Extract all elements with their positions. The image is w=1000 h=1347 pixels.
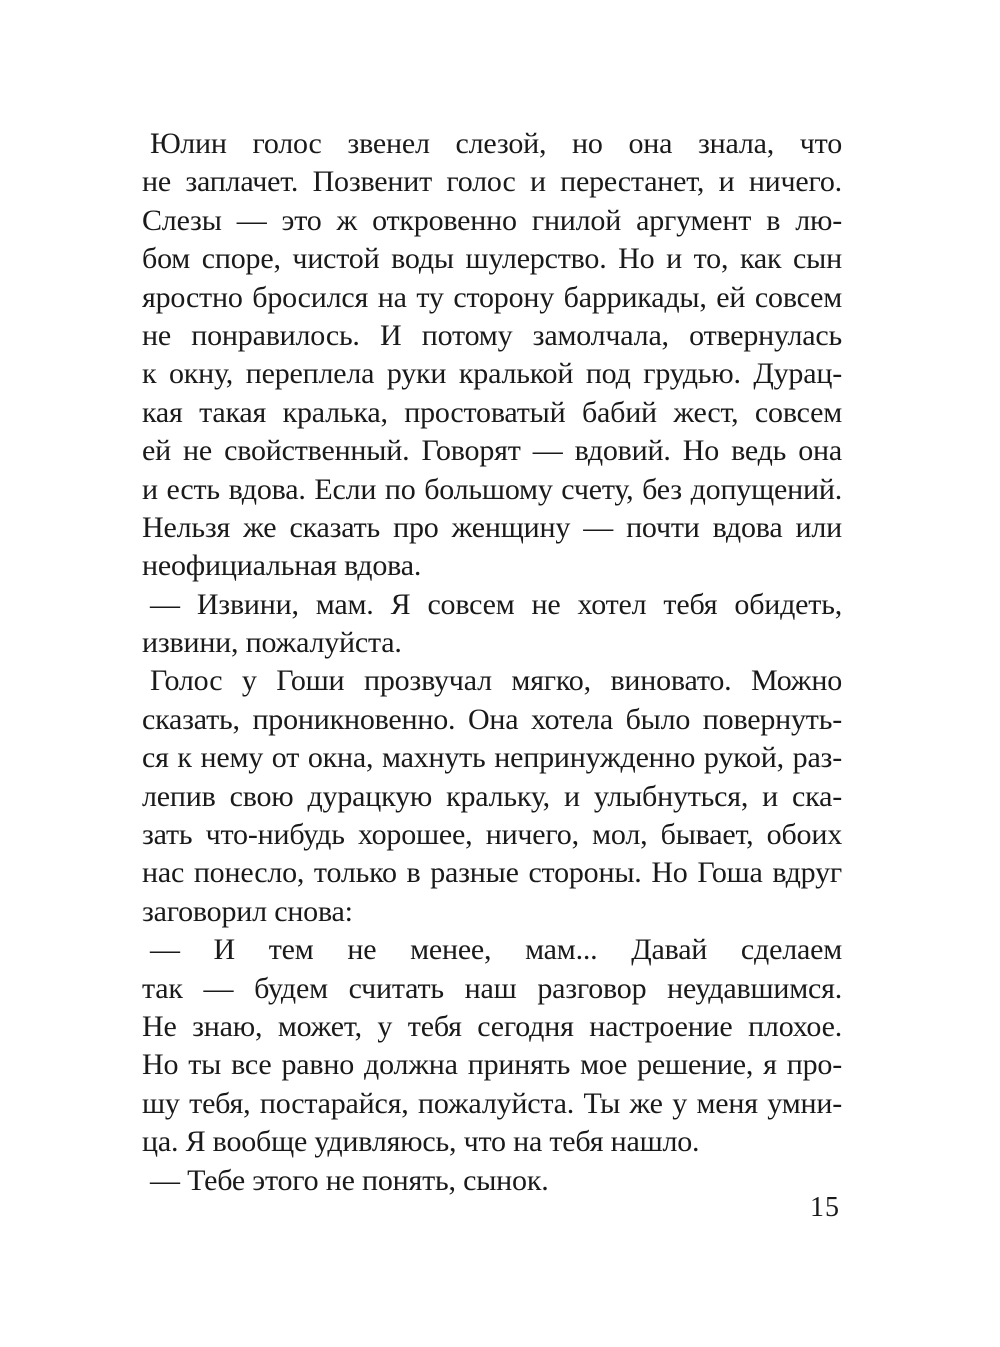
text-line: яростно бросился на ту сторону баррикады, ей совсем xyxy=(142,280,842,314)
body-text xyxy=(142,125,842,1200)
text-line: — Тебе этого не понять, сынок. xyxy=(150,1163,549,1197)
text-line: извини, пожалуйста. xyxy=(142,626,402,660)
text-line: к окну, переплела руки кралькой под грудью. Дурац- xyxy=(142,357,842,391)
text-line: Не знаю, может, у тебя сегодня настроение плохое. xyxy=(142,1009,842,1043)
text-line: Но ты все равно должна принять мое решение, я про- xyxy=(142,1048,842,1082)
text-line: кая такая кралька, простоватый бабий жест, совсем xyxy=(142,395,842,429)
text-line: бом споре, чистой воды шулерство. Но и то, как сын xyxy=(142,242,842,276)
text-line: не понравилось. И потому замолчала, отвернулась xyxy=(142,318,842,352)
text-line: ей не свойственный. Говорят — вдовий. Но ведь она xyxy=(142,434,842,468)
text-line: зать что-нибудь хорошее, ничего, мол, бывает, обоих xyxy=(142,818,842,852)
text-line: лепив свою дурацкую кральку, и улыбнуться, и ска- xyxy=(142,779,842,813)
text-line: неофициальная вдова. xyxy=(142,549,422,583)
text-line: нас понесло, только в разные стороны. Но Гоша вдруг xyxy=(142,856,842,890)
text-line: шу тебя, постарайся, пожалуйста. Ты же у меня умни- xyxy=(142,1086,842,1120)
text-line: Нельзя же сказать про женщину — почти вдова или xyxy=(142,510,842,544)
text-line: Голос у Гоши прозвучал мягко, виновато. Можно xyxy=(150,664,842,698)
text-line: Слезы — это ж откровенно гнилой аргумент в лю- xyxy=(142,203,842,237)
text-line: так — будем считать наш разговор неудавшимся. xyxy=(142,971,842,1005)
text-line: — Извини, мам. Я совсем не хотел тебя обидеть, xyxy=(150,587,842,621)
text-line: — И тем не менее, мам... Давай сделаем xyxy=(150,933,842,967)
text-line: заговорил снова: xyxy=(142,894,353,928)
text-line: не заплачет. Позвенит голос и перестанет, и ничего. xyxy=(142,165,842,199)
text-line: ца. Я вообще удивляюсь, что на тебя нашло. xyxy=(142,1125,700,1159)
text-line: ся к нему от окна, махнуть непринужденно рукой, раз- xyxy=(142,741,842,775)
text-line: сказать, проникновенно. Она хотела было повернуть- xyxy=(142,702,842,736)
page-number: 15 xyxy=(810,1192,840,1223)
text-line: Юлин голос звенел слезой, но она знала, что xyxy=(150,127,842,160)
text-line: и есть вдова. Если по большому счету, без допущений. xyxy=(142,472,842,506)
